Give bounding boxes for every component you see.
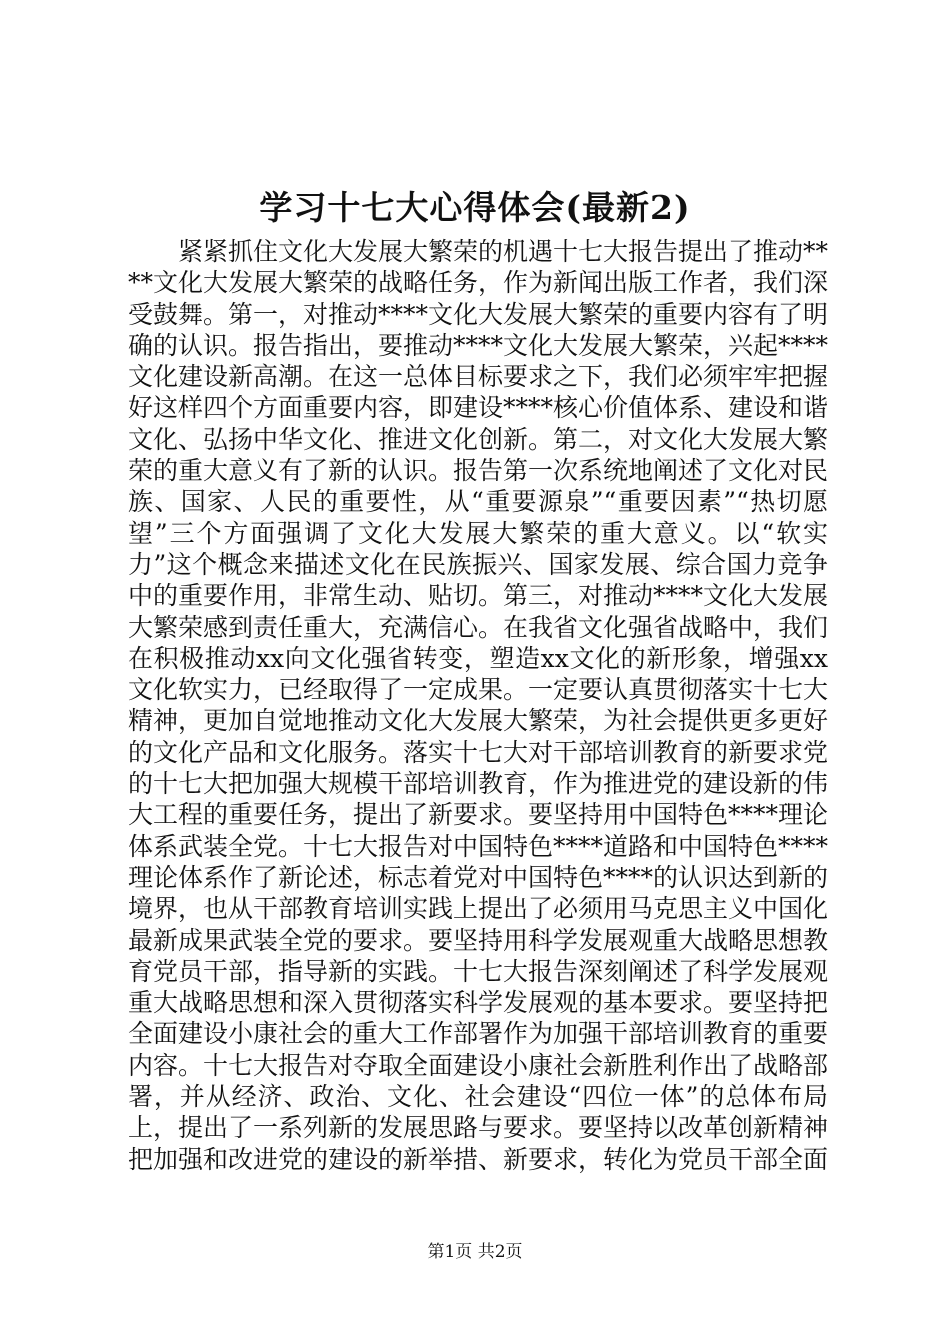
document-title: 学习十七大心得体会(最新2) [259,188,691,227]
page-footer: 第1页 共2页 [427,1242,523,1262]
body-paragraph: 紧紧抓住文化大发展大繁荣的机遇十七大报告提出了推动****文化大发展大繁荣的战略任务，作为新闻出版工作者，我们深受鼓舞。第一，对推动****文化大发展大繁荣的重要内容有了明确的认识。报告指出，要推动****文化大发展大繁荣，兴起****文化建设新高潮。在这一总体目标要求之下，我们必须牢牢把握好这样四个方面重要内容，即建设****核心价值体系、建设和谐文化、弘扬中华文化、推进文化创新。第二，对文化大发展大繁荣的重大意义有了新的认识。报告第一次系统地阐述了文化对民族、国家、人民的重要性，从“重要源泉”“重要因素”“热切愿望”三个方面强调了文化大发展大繁荣的重大意义。以“软实力”这个概念来描述文化在民族振兴、国家发展、综合国力竞争中的重要作用，非常生动、贴切。第三，对推动****文化大发展大繁荣感到责任重大，充满信心。在我省文化强省战略中，我们在积极推动xx向文化强省转变，塑造xx文化的新形象，增强xx文化软实力，已经取得了一定成果。一定要认真贯彻落实十七大精神，更加自觉地推动文化大发展大繁荣，为社会提供更多更好的文化产品和文化服务。落实十七大对干部培训教育的新要求党的十七大把加强大规模干部培训教育，作为推进党的建设新的伟大工程的重要任务，提出了新要求。要坚持用中国特色****理论体系武装全党。十七大报告对中国特色****道路和中国特色****理论体系作了新论述，标志着党对中国特色****的认识达到新的境界，也从干部教育培训实践上提出了必须用马克思主义中国化最新成果武装全党的要求。要坚持用科学发展观重大战略思想教育党员干部，指导新的实践。十七大报告深刻阐述了科学发展观重大战略思想和深入贯彻落实科学发展观的基本要求。要坚持把全面建设小康社会的重大工作部署作为加强干部培训教育的重要内容。十七大报告对夺取全面建设小康社会新胜利作出了战略部署，并从经济、政治、文化、社会建设“四位一体”的总体布局上，提出了一系列新的发展思路与要求。要坚持以改革创新精神把加强和改进党的建设的新举措、新要求，转化为党员干部全面 [128,237,829,1174]
